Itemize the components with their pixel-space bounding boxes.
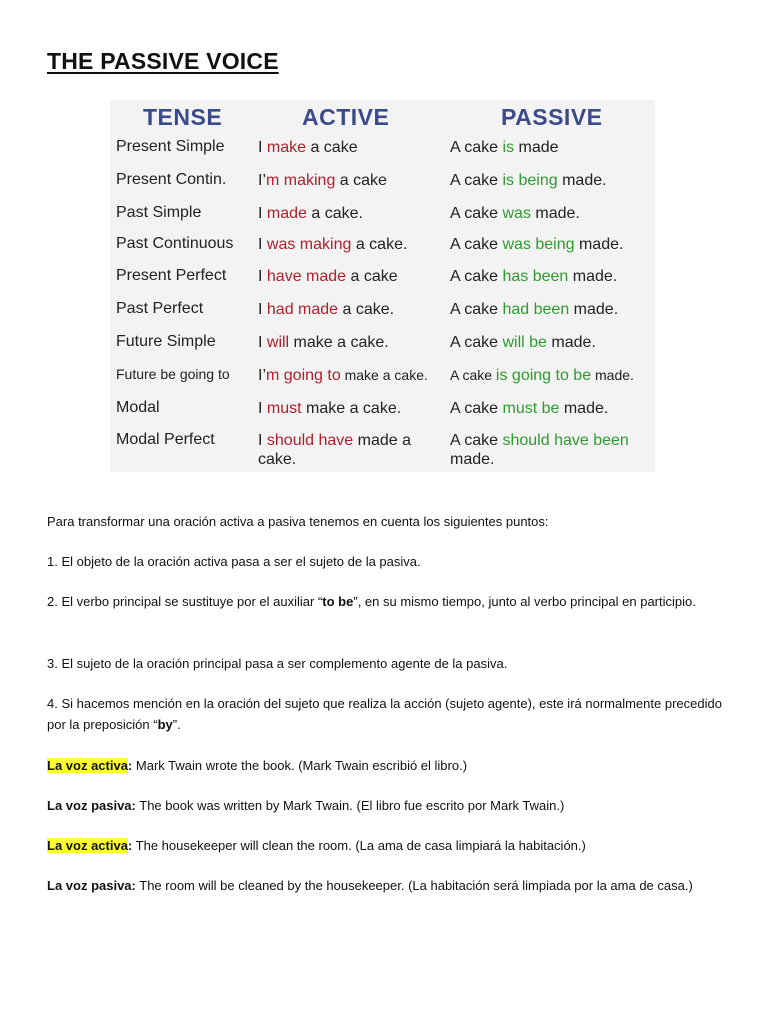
- example-active-2: La voz activa: The housekeeper will clean the room. (La ama de casa limpiará la habitación.): [47, 838, 586, 853]
- page-title: THE PASSIVE VOICE: [47, 48, 279, 74]
- point-1: 1. El objeto de la oración activa pasa a ser el sujeto de la pasiva.: [47, 554, 421, 569]
- active-cell: I must make a cake.: [258, 400, 402, 417]
- tense-cell: Present Contin.: [116, 171, 227, 188]
- active-cell: I’m going to make a cake.: [258, 367, 428, 384]
- header-passive: PASSIVE: [501, 104, 603, 130]
- passive-cell: A cake is being made.: [450, 172, 607, 189]
- point-3: 3. El sujeto de la oración principal pasa a ser complemento agente de la pasiva.: [47, 656, 508, 671]
- header-tense: TENSE: [143, 104, 223, 130]
- tense-cell: Past Continuous: [116, 235, 234, 252]
- point-4: 4. Si hacemos mención en la oración del sujeto que realiza la acción (sujeto agente), este irá normalmente precedido por la preposición “by”.: [47, 696, 722, 732]
- tense-cell: Past Perfect: [116, 300, 204, 317]
- active-cell: I should have made a cake.: [258, 432, 411, 468]
- passive-cell: A cake had been made.: [450, 301, 619, 318]
- tense-table: [110, 100, 655, 472]
- tense-cell: Future Simple: [116, 333, 216, 350]
- active-cell: I made a cake.: [258, 205, 363, 222]
- active-cell: I make a cake: [258, 139, 358, 156]
- intro-paragraph: Para transformar una oración activa a pasiva tenemos en cuenta los siguientes puntos:: [47, 514, 549, 529]
- passive-cell: A cake is made: [450, 139, 559, 156]
- point-2: 2. El verbo principal se sustituye por el auxiliar “to be”, en su mismo tiempo, junto al verbo principal en participio.: [47, 594, 696, 609]
- passive-cell: A cake must be made.: [450, 400, 609, 417]
- passive-cell: A cake is going to be made.: [450, 367, 634, 384]
- example-passive-2: La voz pasiva: The room will be cleaned by the housekeeper. (La habitación será limpiada por la ama de casa.): [47, 878, 693, 893]
- tense-cell: Past Simple: [116, 204, 202, 221]
- tense-cell: Modal: [116, 399, 160, 416]
- header-active: ACTIVE: [302, 104, 390, 130]
- passive-cell: A cake has been made.: [450, 268, 618, 285]
- tense-cell: Modal Perfect: [116, 431, 215, 448]
- active-cell: I had made a cake.: [258, 301, 395, 318]
- active-cell: I was making a cake.: [258, 236, 408, 253]
- active-cell: I have made a cake: [258, 268, 398, 285]
- active-cell: I’m making a cake: [258, 172, 387, 189]
- tense-cell: Present Simple: [116, 138, 225, 155]
- passive-cell: A cake was being made.: [450, 236, 624, 253]
- example-passive-1: La voz pasiva: The book was written by Mark Twain. (El libro fue escrito por Mark Twain.): [47, 798, 565, 813]
- passive-cell: A cake should have been made.: [450, 432, 629, 468]
- example-active-1: La voz activa: Mark Twain wrote the book. (Mark Twain escribió el libro.): [47, 758, 468, 773]
- active-cell: I will make a cake.: [258, 334, 389, 351]
- tense-cell: Present Perfect: [116, 267, 227, 284]
- tense-cell: Future be going to: [116, 366, 230, 382]
- passive-cell: A cake was made.: [450, 205, 580, 222]
- passive-cell: A cake will be made.: [450, 334, 596, 351]
